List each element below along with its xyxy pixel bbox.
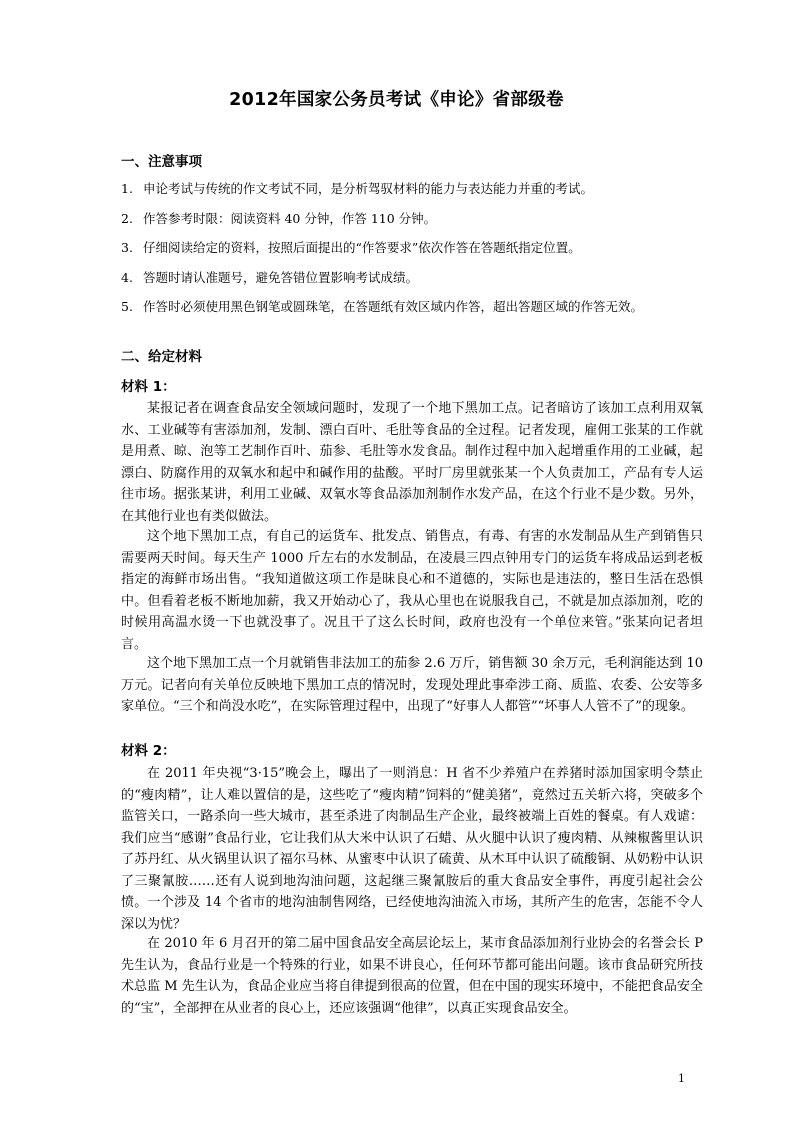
notice-item-number: 1. — [121, 181, 133, 196]
notice-item-text: 仔细阅读给定的资料，按照后面提出的“作答要求”依次作答在答题纸指定位置。 — [143, 240, 581, 255]
notice-item — [121, 179, 721, 197]
material-1-paragraph: 这个地下黑加工点一个月就销售非法加工的茄参 2.6 万斤，销售额 30 余万元，毛利润能达到 10 万元。记者向有关单位反映地下黑加工点的情况时，发现处理此事牵涉工商、质监、农委、公安等多家单位。“三个和尚没水吃”，在实际管理过程中，出现了“好事人人都管”“坏事人人管不了”的现象。 — [121, 656, 703, 714]
material-1-paragraph: 某报记者在调查食品安全领域问题时，发现了一个地下黑加工点。记者暗访了该加工点利用双氧水、工业碱等有害添加剂，发制、漂白百叶、毛肚等食品的全过程。记者发现，雇佣工张某的工作就是用煮、晾、泡等工艺制作百叶、茄参、毛肚等水发食品。制作过程中加入起增重作用的工业碱，起漂白、防腐作用的双氧水和起中和碱作用的盐酸。平时厂房里就张某一个人负责加工，产品有专人运往市场。据张某讲，利用工业碱、双氧水等食品添加剂制作水发产品，在这个行业不是少数。另外，在其他行业也有类似做法。 — [121, 401, 703, 524]
notice-item-number: 3. — [121, 240, 133, 255]
document-title: 2012年国家公务员考试《申论》省部级卷 — [229, 90, 564, 110]
materials-heading: 二、给定材料 — [121, 349, 202, 365]
notice-item-number: 4. — [121, 270, 133, 285]
notice-heading: 一、注意事项 — [121, 154, 202, 170]
notice-item — [121, 238, 721, 256]
notice-item — [121, 268, 721, 286]
material-1-heading: 材料 1： — [121, 379, 176, 395]
notice-item-text: 作答时必须使用黑色钢笔或圆珠笔，在答题纸有效区域内作答，超出答题区域的作答无效。 — [143, 299, 644, 314]
notice-item — [121, 209, 721, 227]
notice-item-text: 作答参考时限：阅读资料 40 分钟，作答 110 分钟。 — [143, 211, 437, 226]
material-1-paragraph: 这个地下黑加工点，有自己的运货车、批发点、销售点，有毒、有害的水发制品从生产到销售只需要两天时间。每天生产 1000 斤左右的水发制品，在凌晨三四点钟用专门的运货车将成品运到老板指定的海鲜市场出售。“我知道做这项工作是昧良心和不道德的，实际也是违法的，整日生活在恐惧中。但看着老板不断地加薪，我又开始动心了，我从心里也在说服我自己，不就是加点添加剂，吃的时候用高温水烫一下也就没事了。况且干了这么长时间，政府也没有一个单位来管。”张某向记者坦言。 — [121, 529, 703, 652]
notice-item-text: 申论考试与传统的作文考试不同，是分析驾驭材料的能力与表达能力并重的考试。 — [143, 181, 594, 196]
material-2-heading: 材料 2： — [121, 743, 176, 759]
material-2-paragraph: 在 2010 年 6 月召开的第二届中国食品安全高层论坛上，某市食品添加剂行业协会的名誉会长 P 先生认为，食品行业是一个特殊的行业，如果不讲良心，任何环节都可能出问题。该市食品研究所技术总监 M 先生认为，食品企业应当将自律提到很高的位置，但在中国的现实环境中，不能把食品安全的“宝”，全部押在从业者的良心上，还应该强调“他律”，以真正实现食品安全。 — [121, 936, 703, 1016]
material-2-paragraph: 在 2011 年央视“3·15”晚会上，曝出了一则消息：H 省不少养殖户在养猪时添加国家明令禁止的“瘦肉精”，让人难以置信的是，这些吃了“瘦肉精”饲料的“健美猪”，竟然过五关斩六将，突破多个监管关口，一路杀向一些大城市，甚至杀进了肉制品生产企业，最终被端上百姓的餐桌。有人戏谑：我们应当“感谢”食品行业，它让我们从大米中认识了石蜡、从火腿中认识了瘦肉精、从辣椒酱里认识了苏丹红、从火锅里认识了福尔马林、从蜜枣中认识了硫黄、从木耳中认识了硫酸铜、从奶粉中认识了三聚氰胺……还有人说到地沟油问题，这起继三聚氰胺后的重大食品安全事件，再度引起社会公愤。一个涉及 14 个省市的地沟油制售网络，已经使地沟油流入市场，其所产生的危害，怎能不令人深以为忧？ — [121, 766, 703, 932]
notice-item — [121, 297, 721, 315]
notice-item-number: 2. — [121, 211, 133, 226]
page-number: 1 — [678, 1072, 685, 1085]
notice-item-text: 答题时请认准题号，避免答错位置影响考试成绩。 — [143, 270, 419, 285]
notice-item-number: 5. — [121, 299, 133, 314]
